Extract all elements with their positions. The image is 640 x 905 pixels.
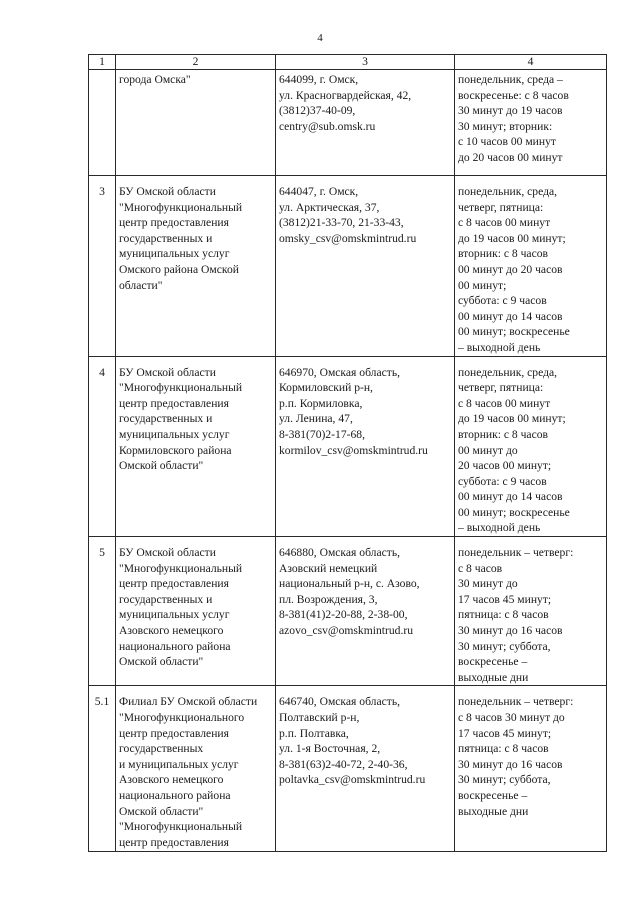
header-col-3: 3 [276,55,455,70]
row-number: 3 [89,176,116,357]
organization-name: БУ Омской области "Многофункциональный центр предоставления государственных и муниципальных услуг Кормиловского района Омской области" [116,356,276,537]
table-row [89,356,607,537]
row-number: 5.1 [89,686,116,852]
working-hours: понедельник – четверг: с 8 часов 30 минут до 17 часов 45 минут; пятница: с 8 часов 30 минут до 16 часов 30 минут; суббота, воскресенье – выходные дни [455,686,607,852]
table-header-row [89,55,607,70]
working-hours: понедельник, среда – воскресенье: с 8 часов 30 минут до 19 часов 30 минут; вторник: с 10 часов 00 минут до 20 часов 00 минут [455,70,607,176]
header-col-2: 2 [116,55,276,70]
header-col-4: 4 [455,55,607,70]
organization-name: Филиал БУ Омской области "Многофункционального центр предоставления государственных и муниципальных услуг Азовского немецкого национального района Омской области" "Многофункциональный центр предоставления [116,686,276,852]
row-number: 5 [89,537,116,686]
table-row [89,686,607,852]
organization-name: БУ Омской области "Многофункциональный центр предоставления государственных и муниципальных услуг Азовского немецкого национального района Омской области" [116,537,276,686]
address-contacts: 644047, г. Омск, ул. Арктическая, 37, (3812)21-33-70, 21-33-43, omsky_csv@omskmintrud.ru [276,176,455,357]
table-row [89,176,607,357]
services-table [88,54,607,852]
table-row [89,70,607,176]
page-number: 4 [317,32,323,44]
working-hours: понедельник, среда, четверг, пятница: с 8 часов 00 минут до 19 часов 00 минут; вторник: с 8 часов 00 минут до 20 часов 00 минут; суббота: с 9 часов 00 минут до 14 часов 00 минут; воскресенье – выходной день [455,176,607,357]
organization-name: города Омска" [116,70,276,176]
working-hours: понедельник, среда, четверг, пятница: с 8 часов 00 минут до 19 часов 00 минут; вторник: с 8 часов 00 минут до 20 часов 00 минут; суббота: с 9 часов 00 минут до 14 часов 00 минут; воскресенье – выходной день [455,356,607,537]
row-number [89,70,116,176]
header-col-1: 1 [89,55,116,70]
row-number: 4 [89,356,116,537]
organization-name: БУ Омской области "Многофункциональный центр предоставления государственных и муниципальных услуг Омского района Омской области" [116,176,276,357]
address-contacts: 644099, г. Омск, ул. Красногвардейская, 42, (3812)37-40-09, centry@sub.omsk.ru [276,70,455,176]
address-contacts: 646740, Омская область, Полтавский р-н, р.п. Полтавка, ул. 1-я Восточная, 2, 8-381(63)2-40-72, 2-40-36, poltavka_csv@omskmintrud.ru [276,686,455,852]
working-hours: понедельник – четверг: с 8 часов 30 минут до 17 часов 45 минут; пятница: с 8 часов 30 минут до 16 часов 30 минут; суббота, воскресенье – выходные дни [455,537,607,686]
address-contacts: 646880, Омская область, Азовский немецкий национальный р-н, с. Азово, пл. Возрождения, 3, 8-381(41)2-20-88, 2-38-00, azovo_csv@omskmintrud.ru [276,537,455,686]
address-contacts: 646970, Омская область, Кормиловский р-н, р.п. Кормиловка, ул. Ленина, 47, 8-381(70)2-17-68, kormilov_csv@omskmintrud.ru [276,356,455,537]
table-row [89,537,607,686]
